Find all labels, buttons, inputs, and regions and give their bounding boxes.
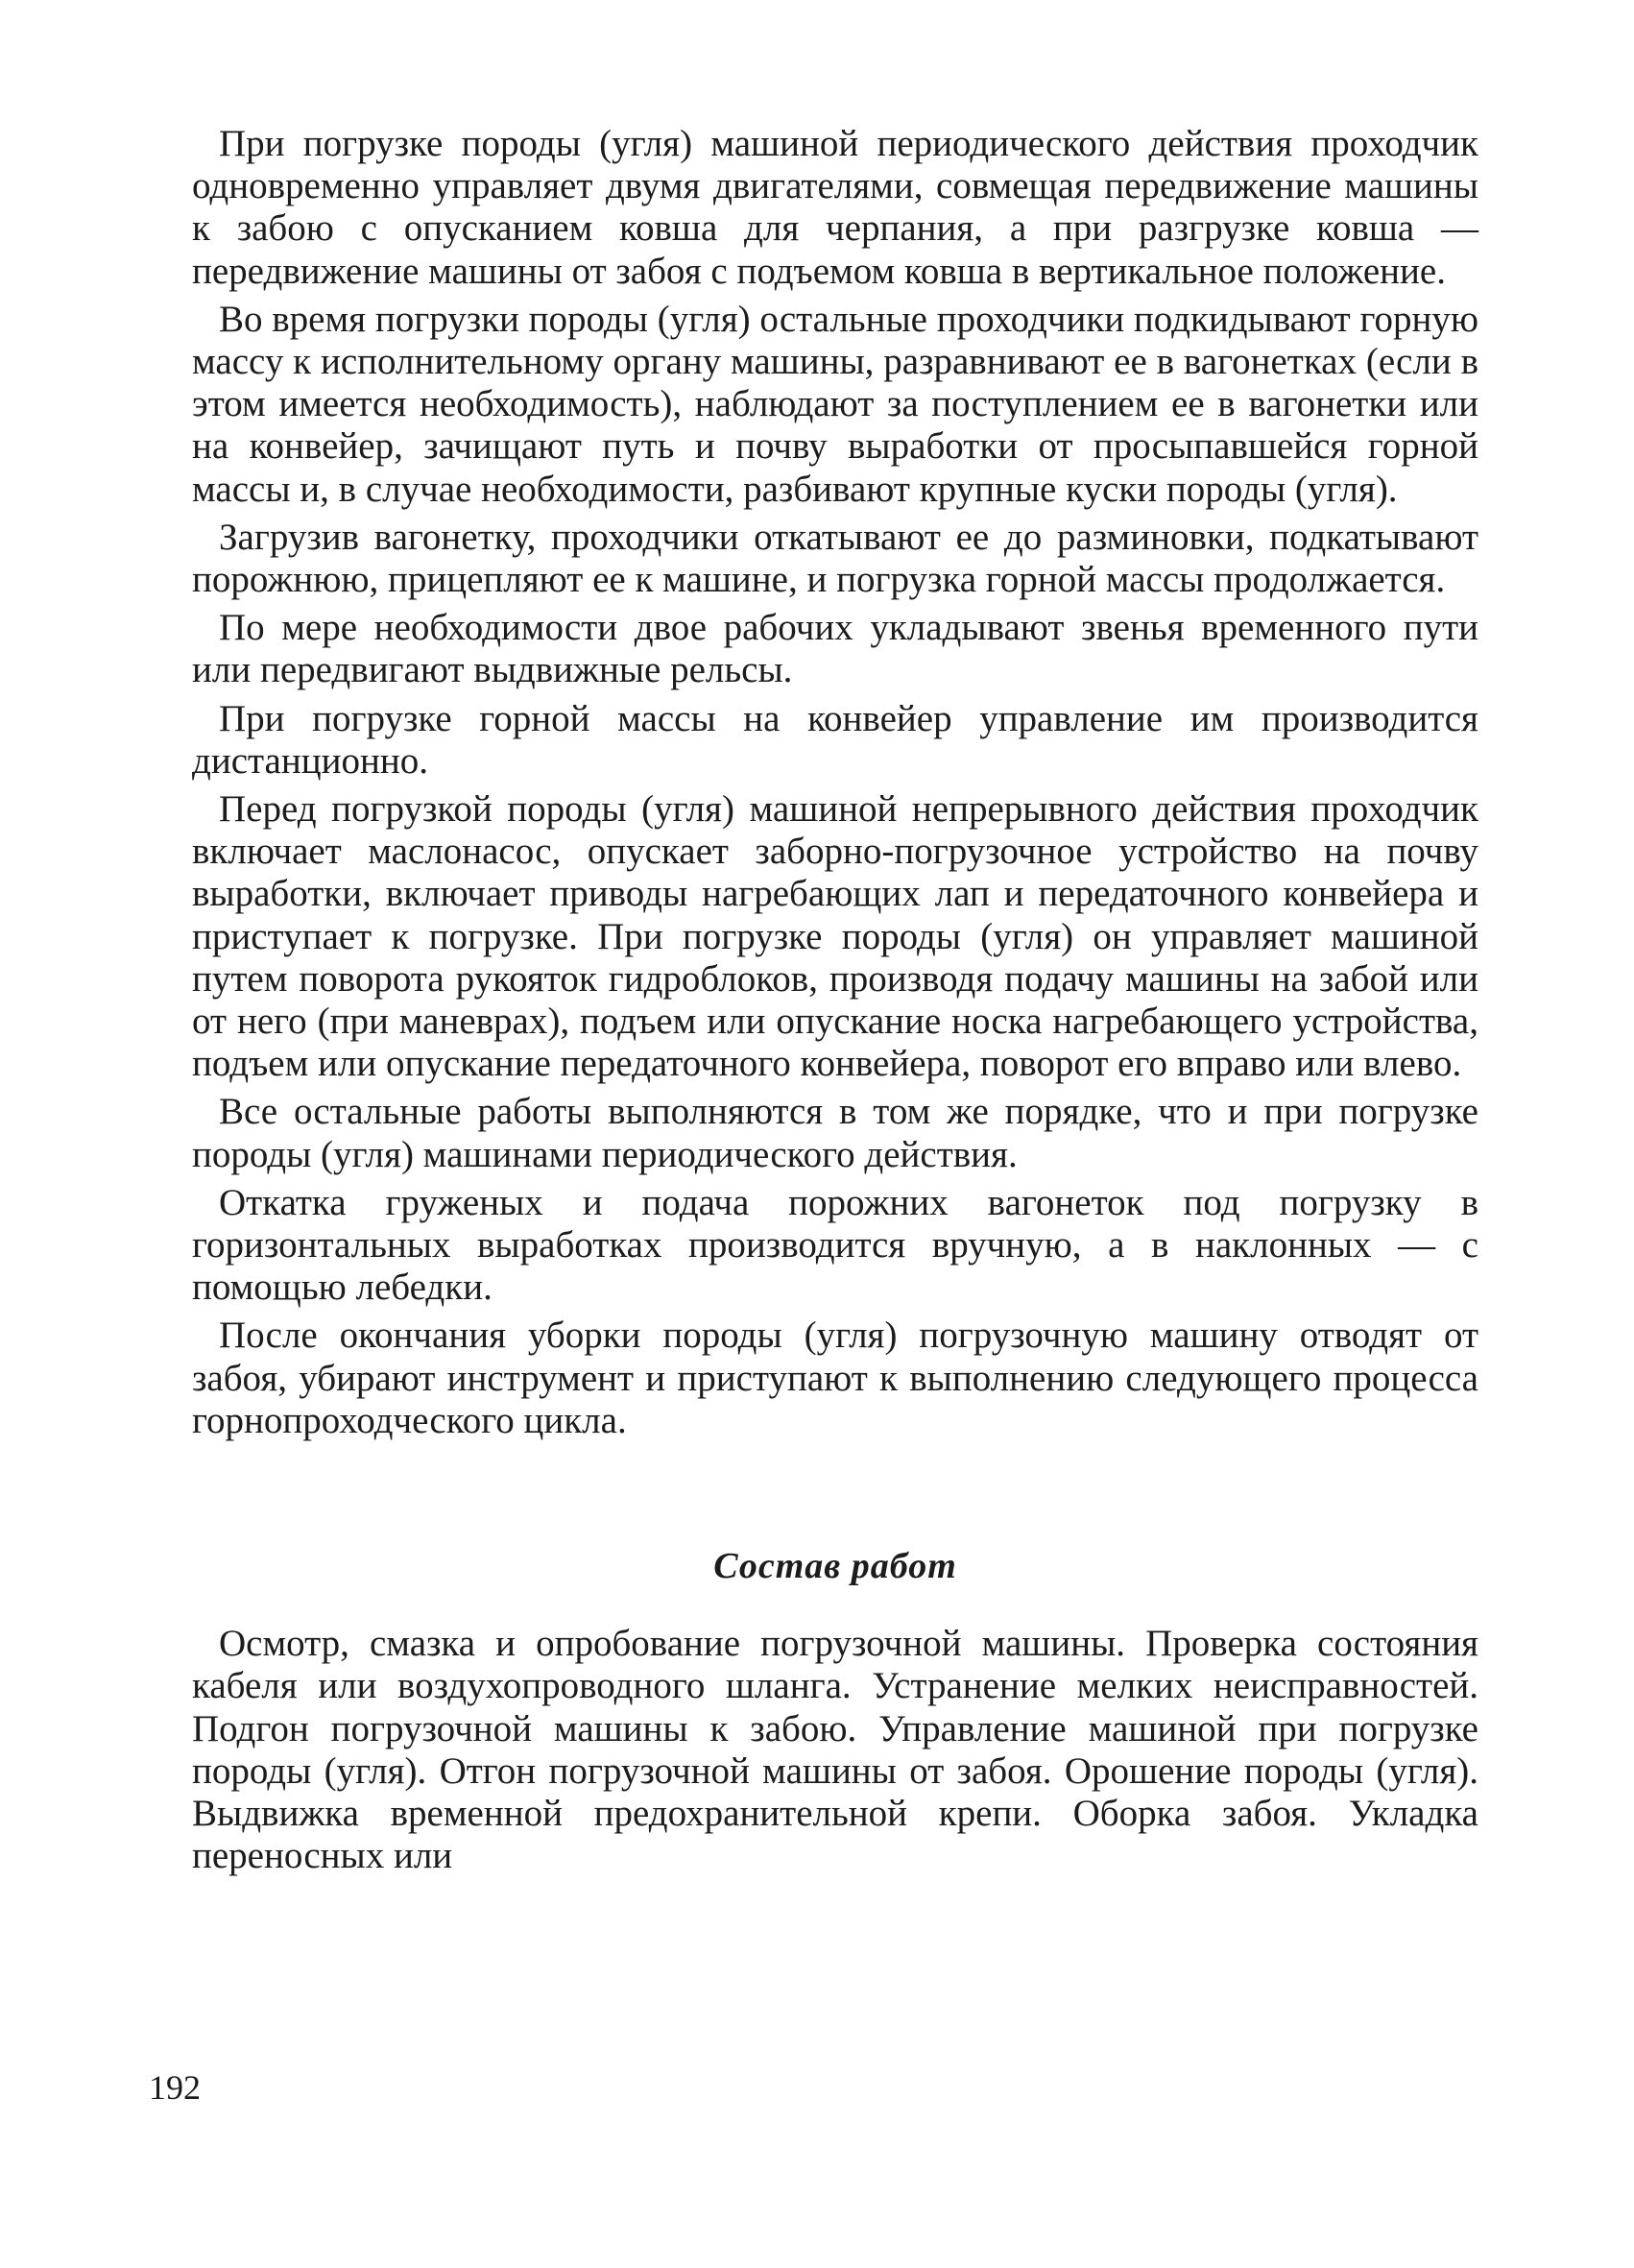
paragraph-8: Откатка груженых и подача порожних вагонеток под погрузку в горизонтальных выработках производится вручную, а в наклонных — с помощью лебедки. bbox=[192, 1181, 1478, 1309]
text-column bbox=[192, 123, 1478, 1883]
paragraph-5: При погрузке горной массы на конвейер управление им производится дистанционно. bbox=[192, 697, 1478, 782]
paragraph-1: При погрузке породы (угля) машиной периодического действия проходчик одновременно управляет двумя двигателями, совмещая передвижение машины к забою с опусканием ковша для черпания, а при разгрузке ковша — передвижение машины от забоя с подъемом ковша в вертикальное положение. bbox=[192, 123, 1478, 292]
paragraph-2: Во время погрузки породы (угля) остальные проходчики подкидывают горную массу к исполнительному органу машины, разравнивают ее в вагонетках (если в этом имеется необходимость), наблюдают за поступлением ее в вагонетки или на конвейер, зачищают путь и почву выработки от просыпавшейся горной массы и, в случае необходимости, разбивают крупные куски породы (угля). bbox=[192, 298, 1479, 510]
paragraph-6: Перед погрузкой породы (угля) машиной непрерывного действия проходчик включает маслонасос, опускает заборно-погрузочное устройство на почву выработки, включает приводы нагребающих лап и передаточного конвейера и приступает к погрузке. При погрузке породы (угля) он управляет машиной путем поворота рукояток гидроблоков, производя подачу машины на забой или от него (при маневрах), подъем или опускание носка нагребающего устройства, подъем или опускание передаточного конвейера, поворот его вправо или влево. bbox=[192, 788, 1478, 1085]
paragraph-9: После окончания уборки породы (угля) погрузочную машину отводят от забоя, убирают инструмент и приступают к выполнению следующего процесса горнопроходческого цикла. bbox=[192, 1315, 1478, 1441]
paragraph-3: Загрузив вагонетку, проходчики откатывают ее до разминовки, подкатывают порожнюю, прицепляют ее к машине, и погрузка горной массы продолжается. bbox=[192, 516, 1478, 601]
section-title: Состав работ bbox=[713, 1546, 957, 1587]
paragraph-4: По мере необходимости двое рабочих укладывают звенья временного пути или передвигают выдвижные рельсы. bbox=[192, 607, 1478, 691]
section-paragraph: Осмотр, смазка и опробование погрузочной машины. Проверка состояния кабеля или воздухопроводного шланга. Устранение мелких неисправностей. Подгон погрузочной машины к забою. Управление машиной при погрузке породы (угля). Отгон погрузочной машины от забоя. Орошение породы (угля). Выдвижка временной предохранительной крепи. Оборка забоя. Укладка переносных или bbox=[192, 1623, 1478, 1877]
paragraph-7: Все остальные работы выполняются в том же порядке, что и при погрузке породы (угля) машинами периодического действия. bbox=[192, 1091, 1478, 1175]
page-number: 192 bbox=[149, 2068, 201, 2107]
